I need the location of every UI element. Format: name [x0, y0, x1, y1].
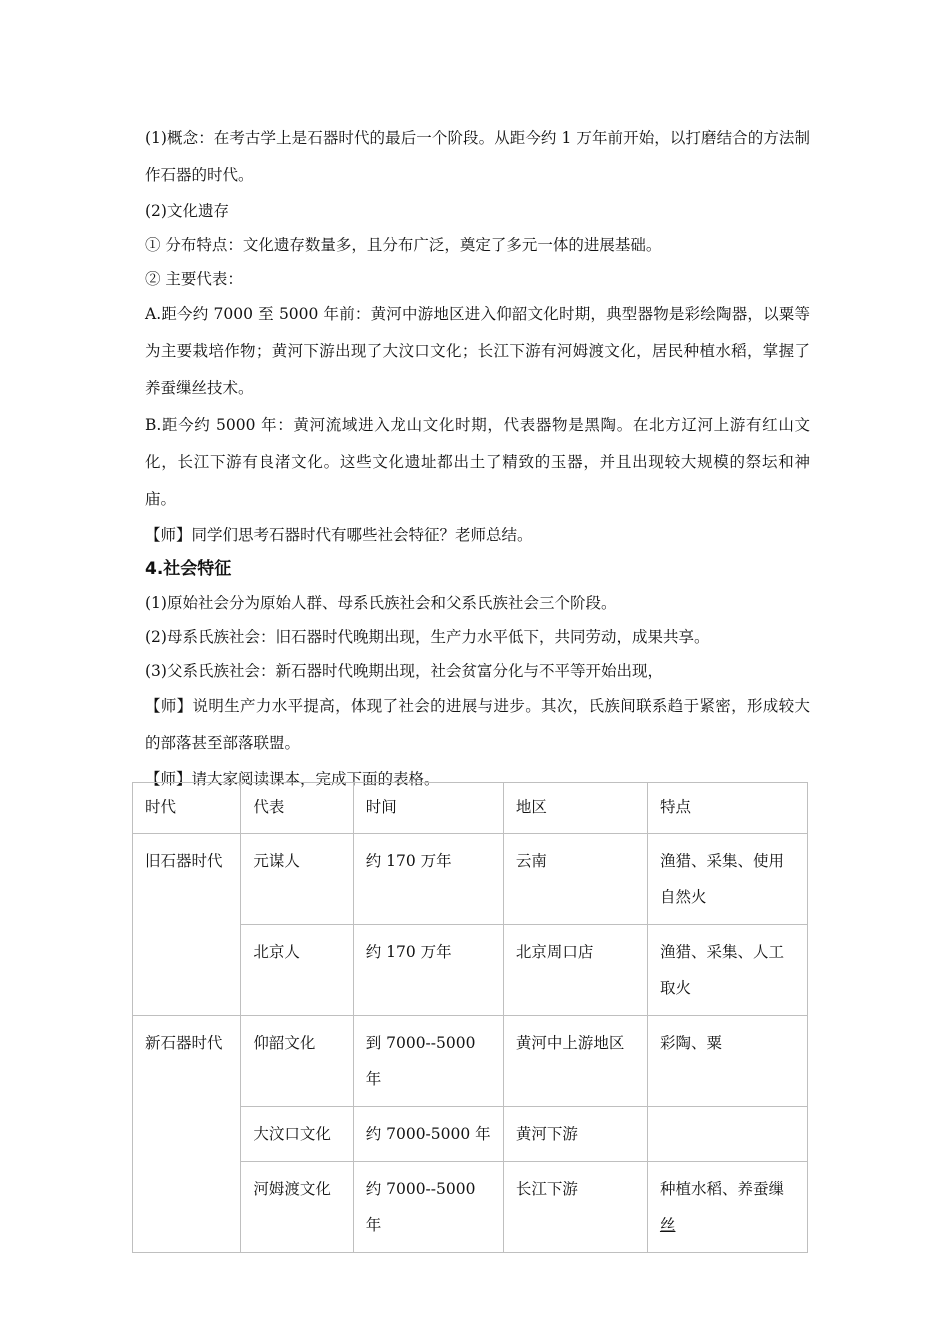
paragraph-teacher-instruction: 【师】请大家阅读课本，完成下面的表格。: [145, 770, 440, 788]
paragraph-matrilineal: (2)母系氏族社会：旧石器时代晚期出现，生产力水平低下，共同劳动，成果共享。: [145, 628, 710, 646]
document-body: [145, 120, 810, 796]
paragraph-a: A.距今约 7000 至 5000 年前：黄河中游地区进入仰韶文化时期，典型器物是彩绘陶器，以粟等为主要栽培作物；黄河下游出现了大汶口文化；长江下游有河姆渡文化，居民种植水稻，掌握了养蚕缫丝技术。: [145, 305, 810, 397]
paragraph-culture-heading: (2)文化遗存: [145, 202, 229, 220]
era-cell: 旧石器时代: [133, 834, 241, 1016]
rep-cell: 大汶口文化: [241, 1107, 353, 1162]
paragraph-teacher-summary: 【师】说明生产力水平提高，体现了社会的进展与进步。其次，氏族间联系趋于紧密，形成较大的部落甚至部落联盟。: [145, 697, 810, 752]
time-cell: 约 170 万年: [353, 834, 503, 925]
header-era: 时代: [133, 783, 241, 834]
region-cell: 长江下游: [503, 1162, 647, 1253]
table-row: [133, 834, 808, 925]
feature-cell: 渔猎、采集、人工取火: [647, 925, 807, 1016]
time-cell: 到 7000--5000 年: [353, 1016, 503, 1107]
table-row: [133, 1016, 808, 1107]
time-cell: 约 170 万年: [353, 925, 503, 1016]
feature-cell: 彩陶、粟: [647, 1016, 807, 1107]
section-heading: 4.社会特征: [145, 559, 232, 579]
feature-text: 种植水稻、养蚕缫: [659, 1180, 784, 1198]
paragraph-representatives: ② 主要代表：: [145, 270, 243, 288]
header-region: 地区: [503, 783, 647, 834]
region-cell: 黄河中上游地区: [503, 1016, 647, 1107]
feature-cell: [647, 1107, 807, 1162]
region-cell: 黄河下游: [503, 1107, 647, 1162]
time-cell: 约 7000-5000 年: [353, 1107, 503, 1162]
rep-cell: 河姆渡文化: [241, 1162, 353, 1253]
time-cell: 约 7000--5000 年: [353, 1162, 503, 1253]
region-cell: 北京周口店: [503, 925, 647, 1016]
feature-cell: 渔猎、采集、使用自然火: [647, 834, 807, 925]
feature-text-underlined: 丝: [659, 1216, 676, 1234]
stone-age-table: [132, 782, 808, 1253]
table-header-row: [133, 783, 808, 834]
paragraph-teacher-question: 【师】同学们思考石器时代有哪些社会特征？老师总结。: [145, 526, 533, 544]
paragraph-concept: (1)概念：在考古学上是石器时代的最后一个阶段。从距今约 1 万年前开始，以打磨结合的方法制作石器的时代。: [145, 129, 810, 184]
paragraph-b: B.距今约 5000 年：黄河流域进入龙山文化时期，代表器物是黑陶。在北方辽河上游有红山文化，长江下游有良渚文化。这些文化遗址都出土了精致的玉器，并且出现较大规模的祭坛和神庙。: [145, 416, 810, 508]
rep-cell: 北京人: [241, 925, 353, 1016]
feature-cell: [647, 1162, 807, 1253]
region-cell: 云南: [503, 834, 647, 925]
header-time: 时间: [353, 783, 503, 834]
paragraph-distribution: ① 分布特点：文化遗存数量多，且分布广泛，奠定了多元一体的进展基础。: [145, 236, 662, 254]
era-cell: 新石器时代: [133, 1016, 241, 1253]
paragraph-stages: (1)原始社会分为原始人群、母系氏族社会和父系氏族社会三个阶段。: [145, 594, 617, 612]
rep-cell: 元谋人: [241, 834, 353, 925]
header-representative: 代表: [241, 783, 353, 834]
paragraph-patrilineal: (3)父系氏族社会：新石器时代晚期出现，社会贫富分化与不平等开始出现，: [145, 662, 663, 680]
rep-cell: 仰韶文化: [241, 1016, 353, 1107]
header-feature: 特点: [647, 783, 807, 834]
